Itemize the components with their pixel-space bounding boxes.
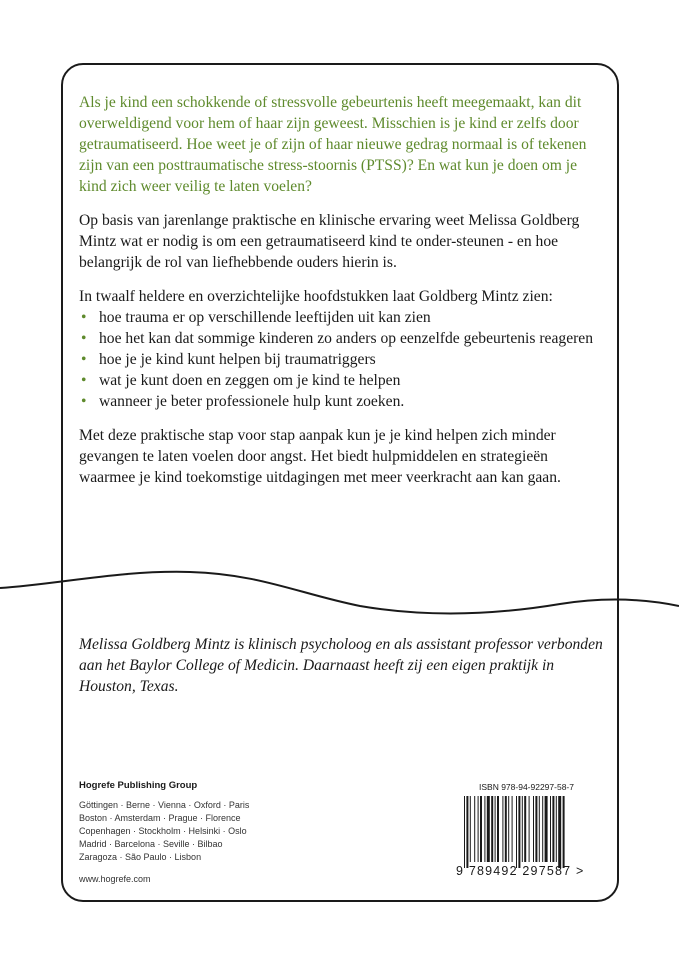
- bullet-icon: •: [81, 330, 87, 347]
- barcode-bar: [491, 796, 493, 862]
- bullet-icon: •: [81, 351, 87, 368]
- barcode-bar: [487, 796, 490, 862]
- isbn-label: ISBN 978-94-92297-58-7: [479, 782, 574, 792]
- list-item: • wanneer je beter professionele hulp kunt zoeken.: [81, 393, 405, 410]
- barcode-bar: [502, 796, 503, 862]
- bullet-icon: •: [81, 393, 87, 410]
- body-paragraph-2: Met deze praktische stap voor stap aanpak kun je je kind helpen zich minder gevangen te laten voelen door angst. Het biedt hulpmiddelen en strategieën waarmee je kind toekomstige uitdagingen met meer veerkracht aan kan gaan.: [79, 427, 561, 486]
- barcode-bar: [552, 796, 554, 862]
- publisher-name: Hogrefe Publishing Group: [79, 780, 198, 791]
- topic-list: [79, 307, 599, 412]
- bullet-icon: •: [81, 372, 87, 389]
- city-line: Zaragoza · São Paulo · Lisbon: [79, 852, 202, 862]
- barcode-bar: [497, 796, 499, 862]
- barcode-bar: [495, 796, 496, 862]
- barcode-bar: [550, 796, 551, 862]
- barcode-bar: [518, 796, 520, 868]
- barcode-bar: [508, 796, 509, 862]
- barcode-bar: [464, 796, 465, 868]
- barcode-bar: [516, 796, 517, 868]
- barcode-bar: [558, 796, 561, 868]
- publisher-cities: [79, 799, 249, 864]
- list-item: • hoe je je kind kunt helpen bij traumatriggers: [81, 351, 376, 368]
- barcode-digits: 9 789492 297587 >: [456, 864, 585, 878]
- barcode-bar: [466, 796, 468, 868]
- barcode-bar: [522, 796, 523, 862]
- barcode-bar: [535, 796, 537, 862]
- barcode-bar: [480, 796, 482, 862]
- intro-paragraph: Als je kind een schokkende of stressvolle gebeurtenis heeft meegemaakt, kan dit overweldigend voor hem of haar zijn geweest. Misschien is je kind er zelfs door getraumatiseerd. Hoe weet je of zijn of haar nieuwe gedrag normaal is of tekenen zijn van een posttraumatische stress-stoornis (PTSS)? En wat kun je doen om je kind zich weer veilig te laten voelen?: [79, 94, 587, 195]
- back-cover-blurb: [79, 92, 599, 501]
- list-item: • hoe het kan dat sommige kinderen zo anders op eenzelfde gebeurtenis reageren: [81, 330, 594, 347]
- barcode-bar: [478, 796, 479, 862]
- barcode-bar: [474, 796, 475, 862]
- publisher-info: [79, 780, 249, 884]
- list-intro: In twaalf heldere en overzichtelijke hoofdstukken laat Goldberg Mintz zien:: [79, 288, 553, 305]
- list-item: • hoe trauma er op verschillende leeftijden uit kan zien: [81, 309, 431, 326]
- list-item: • wat je kunt doen en zeggen om je kind te helpen: [81, 372, 401, 389]
- barcode-bar: [533, 796, 534, 862]
- publisher-url: www.hogrefe.com: [79, 874, 151, 884]
- bullet-icon: •: [81, 309, 87, 326]
- barcode-bar: [563, 796, 565, 868]
- city-line: Madrid · Barcelona · Seville · Bilbao: [79, 839, 223, 849]
- barcode-bar: [556, 796, 557, 862]
- barcode-bar: [484, 796, 485, 862]
- city-line: Göttingen · Berne · Vienna · Oxford · Paris: [79, 800, 250, 810]
- barcode-bar: [542, 796, 543, 862]
- wave-divider: [0, 560, 679, 630]
- city-line: Boston · Amsterdam · Prague · Florence: [79, 813, 241, 823]
- city-line: Copenhagen · Stockholm · Helsinki · Oslo: [79, 826, 247, 836]
- barcode-bar: [470, 796, 471, 862]
- body-paragraph-1: Op basis van jarenlange praktische en klinische ervaring weet Melissa Goldberg Mintz wat er nodig is om een getraumatiseerd kind te onder-steunen - en hoe belangrijk de rol van liefhebbende ouders hierin is.: [79, 212, 580, 271]
- barcode-bar: [545, 796, 548, 862]
- barcode-bar: [512, 796, 513, 862]
- author-bio: Melissa Goldberg Mintz is klinisch psycholoog en als assistant professor verbonden aan het Baylor College of Medicin. Daarnaast heeft zij een eigen praktijk in Houston, Texas.: [79, 636, 603, 695]
- barcode-bar: [505, 796, 507, 862]
- barcode-bar: [539, 796, 540, 862]
- barcode-bar: [529, 796, 530, 862]
- barcode-bar: [524, 796, 526, 862]
